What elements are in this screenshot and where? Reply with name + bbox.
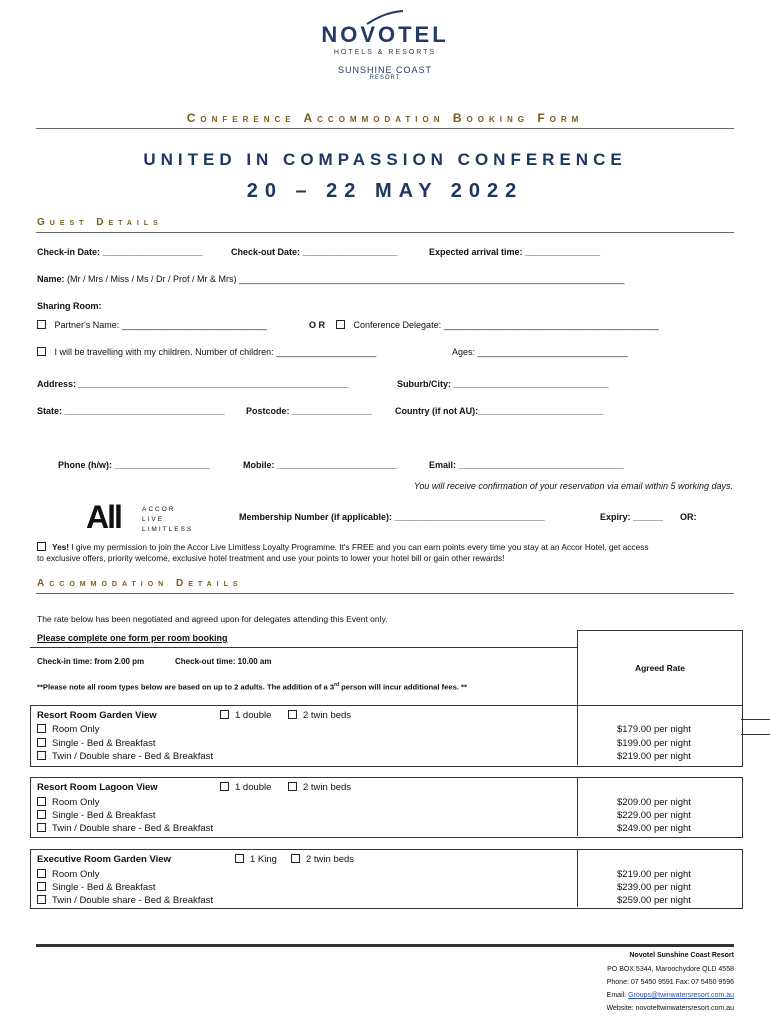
sharing-room-label: Sharing Room: <box>37 301 102 311</box>
checkout-time: Check-out time: 10.00 am <box>175 657 272 666</box>
option-label: Twin / Double share - Bed & Breakfast <box>52 823 214 834</box>
delegate-label: Conference Delegate: ___________________________________________ <box>353 320 659 330</box>
checkin-time: Check-in time: from 2.00 pm <box>37 657 145 666</box>
suburb-field[interactable]: Suburb/City: _______________________________ <box>397 379 609 389</box>
option-checkbox[interactable] <box>37 724 46 733</box>
phone-field[interactable]: Phone (h/w): ___________________ <box>58 460 210 470</box>
expiry-field[interactable]: Expiry: ______ <box>600 512 664 522</box>
bed-option-2[interactable] <box>288 710 351 721</box>
accor-logo-line: LIVE <box>142 516 165 523</box>
bed-checkbox[interactable] <box>291 854 300 863</box>
room-name: Resort Room Lagoon View <box>37 782 158 793</box>
accor-logo-text <box>142 505 193 535</box>
room-price: $259.00 per night <box>617 895 691 906</box>
bed-label: 2 twin beds <box>303 782 352 793</box>
ages-field[interactable]: Ages: ______________________________ <box>452 347 628 357</box>
name-options: (Mr / Mrs / Miss / Ms / Dr / Prof / Mr & Mrs) _____________________________________________________________________________ <box>67 274 625 284</box>
option-label: Room Only <box>52 797 100 808</box>
room-name: Executive Room Garden View <box>37 854 171 865</box>
conference-dates: 20 – 22 MAY 2022 <box>246 180 524 202</box>
children-checkbox[interactable] <box>37 347 46 356</box>
bed-option-2[interactable] <box>288 782 351 793</box>
bed-option-1[interactable] <box>220 782 271 793</box>
room-option[interactable] <box>37 738 156 749</box>
mobile-field[interactable]: Mobile: ________________________ <box>243 460 398 470</box>
margin-mark <box>741 734 770 735</box>
adults-note-b: person will incur additional fees. ** <box>339 682 467 692</box>
bed-label: 1 double <box>235 710 272 721</box>
option-label: Room Only <box>52 869 100 880</box>
header-line <box>30 647 577 648</box>
logo-brand: NOVOTEL <box>321 22 449 47</box>
partner-label: Partner's Name: _____________________________ <box>54 320 267 330</box>
adults-note <box>37 682 467 692</box>
room-price: $219.00 per night <box>617 869 691 880</box>
partner-checkbox[interactable] <box>37 320 46 329</box>
accor-logo-mark: All <box>86 499 121 535</box>
delegate-option[interactable] <box>336 320 659 330</box>
address-field[interactable]: Address: ______________________________________________________ <box>37 379 349 389</box>
form-title: Conference Accommodation Booking Form <box>186 111 584 125</box>
option-label: Single - Bed & Breakfast <box>52 810 156 821</box>
adults-note-a: **Please note all room types below are based on up to 2 adults. The addition of a 3 <box>37 682 335 692</box>
bed-checkbox[interactable] <box>220 710 229 719</box>
confirmation-note: You will receive confirmation of your reservation via email within 5 working days. <box>413 481 733 491</box>
children-label: I will be travelling with my children. Number of children: ____________________ <box>54 347 377 357</box>
room-price: $209.00 per night <box>617 797 691 808</box>
bed-option-1[interactable] <box>235 854 277 865</box>
footer-divider <box>36 944 734 947</box>
bed-checkbox[interactable] <box>288 710 297 719</box>
divider <box>36 232 734 233</box>
room-price: $179.00 per night <box>617 724 691 735</box>
room-price: $199.00 per night <box>617 738 691 749</box>
option-checkbox[interactable] <box>37 810 46 819</box>
room-option[interactable] <box>37 724 100 735</box>
option-label: Single - Bed & Breakfast <box>52 882 156 893</box>
bed-label: 1 double <box>235 782 272 793</box>
footer-po-box: PO BOX 5344, Maroochydore QLD 4558 <box>607 966 734 973</box>
room-option[interactable] <box>37 810 156 821</box>
logo-location: SUNSHINE COAST <box>337 65 432 75</box>
bed-label: 2 twin beds <box>306 854 355 865</box>
option-label: Twin / Double share - Bed & Breakfast <box>52 895 214 906</box>
bed-label: 2 twin beds <box>303 710 352 721</box>
logo-location-sub: RESORT <box>369 75 401 81</box>
yes-label: Yes! <box>52 542 70 552</box>
room-price: $229.00 per night <box>617 810 691 821</box>
option-label: Single - Bed & Breakfast <box>52 738 156 749</box>
rate-note: The rate below has been negotiated and agreed upon for delegates attending this Event only. <box>37 614 388 624</box>
option-checkbox[interactable] <box>37 823 46 832</box>
children-option[interactable] <box>37 347 376 357</box>
membership-number-field[interactable]: Membership Number (if applicable): ______________________________ <box>239 512 545 522</box>
delegate-checkbox[interactable] <box>336 320 345 329</box>
accommodation-heading: Accommodation Details <box>37 578 243 589</box>
bed-checkbox[interactable] <box>235 854 244 863</box>
adults-note-sup: rd <box>334 682 340 688</box>
checkout-date-field[interactable]: Check-out Date: ___________________ <box>231 247 398 257</box>
checkin-date-field[interactable]: Check-in Date: ____________________ <box>37 247 203 257</box>
divider <box>36 128 734 129</box>
consent-line-2: to exclusive offers, priority welcome, exclusive hotel treatment and use your points to lower your hotel bill or gain other rewards! <box>37 553 505 563</box>
room-price: $249.00 per night <box>617 823 691 834</box>
or-label: O R <box>309 320 326 330</box>
email-field[interactable]: Email: _________________________________ <box>429 460 624 470</box>
margin-mark <box>741 719 770 720</box>
loyalty-or-label: OR: <box>680 512 697 522</box>
guest-details-heading: Guest Details <box>37 217 163 228</box>
footer-phone: Phone: 07 5450 9591 Fax: 07 5450 9596 <box>606 979 734 986</box>
one-form-note: Please complete one form per room booking <box>37 633 228 643</box>
room-price: $219.00 per night <box>617 751 691 762</box>
bed-option-1[interactable] <box>220 710 271 721</box>
room-divider <box>577 849 578 907</box>
logo-tagline: HOTELS & RESORTS <box>333 49 437 56</box>
postcode-field[interactable]: Postcode: ________________ <box>246 406 373 416</box>
agreed-rate-header <box>577 630 743 706</box>
room-name: Resort Room Garden View <box>37 710 157 721</box>
room-option[interactable] <box>37 823 213 834</box>
bed-checkbox[interactable] <box>288 782 297 791</box>
option-label: Room Only <box>52 724 100 735</box>
option-checkbox[interactable] <box>37 738 46 747</box>
consent-line-1: I give my permission to join the Accor Live Limitless Loyalty Programme. It's FREE and you can earn points every time you stay at an Accor Hotel, get access <box>71 542 649 552</box>
name-field[interactable] <box>37 274 624 284</box>
state-field[interactable]: State: ________________________________ <box>37 406 225 416</box>
room-option[interactable] <box>37 751 213 762</box>
option-checkbox[interactable] <box>37 895 46 904</box>
footer-email-link[interactable]: Groups@twinwatersresort.com.au <box>628 992 734 999</box>
room-option[interactable] <box>37 882 156 893</box>
bed-label: 1 King <box>250 854 277 865</box>
divider <box>36 593 734 594</box>
option-checkbox[interactable] <box>37 869 46 878</box>
footer-website[interactable]: Website: novoteltwinwatersresort.com.au <box>606 1005 734 1012</box>
country-field[interactable]: Country (if not AU):_________________________ <box>395 406 604 416</box>
partner-option[interactable] <box>37 320 267 330</box>
room-option[interactable] <box>37 895 213 906</box>
loyalty-consent[interactable] <box>37 542 648 564</box>
agreed-rate-label: Agreed Rate <box>634 663 686 673</box>
room-option[interactable] <box>37 869 100 880</box>
room-divider <box>577 777 578 836</box>
bed-option-2[interactable] <box>291 854 354 865</box>
accor-logo-line: ACCOR <box>142 506 176 513</box>
room-price: $239.00 per night <box>617 882 691 893</box>
bed-checkbox[interactable] <box>220 782 229 791</box>
room-divider <box>577 705 578 765</box>
option-checkbox[interactable] <box>37 751 46 760</box>
logo-swoosh-icon <box>365 10 405 26</box>
footer-email-label: Email: <box>606 992 627 999</box>
name-label: Name: <box>37 274 65 284</box>
conference-title: UNITED IN COMPASSION CONFERENCE <box>143 150 627 169</box>
loyalty-checkbox[interactable] <box>37 542 46 551</box>
option-checkbox[interactable] <box>37 797 46 806</box>
option-checkbox[interactable] <box>37 882 46 891</box>
accor-logo-line: LIMITLESS <box>142 526 194 533</box>
room-option[interactable] <box>37 797 100 808</box>
footer-hotel-name: Novotel Sunshine Coast Resort <box>629 952 734 959</box>
footer-email <box>607 992 734 999</box>
option-label: Twin / Double share - Bed & Breakfast <box>52 751 214 762</box>
arrival-time-field[interactable]: Expected arrival time: _______________ <box>429 247 601 257</box>
